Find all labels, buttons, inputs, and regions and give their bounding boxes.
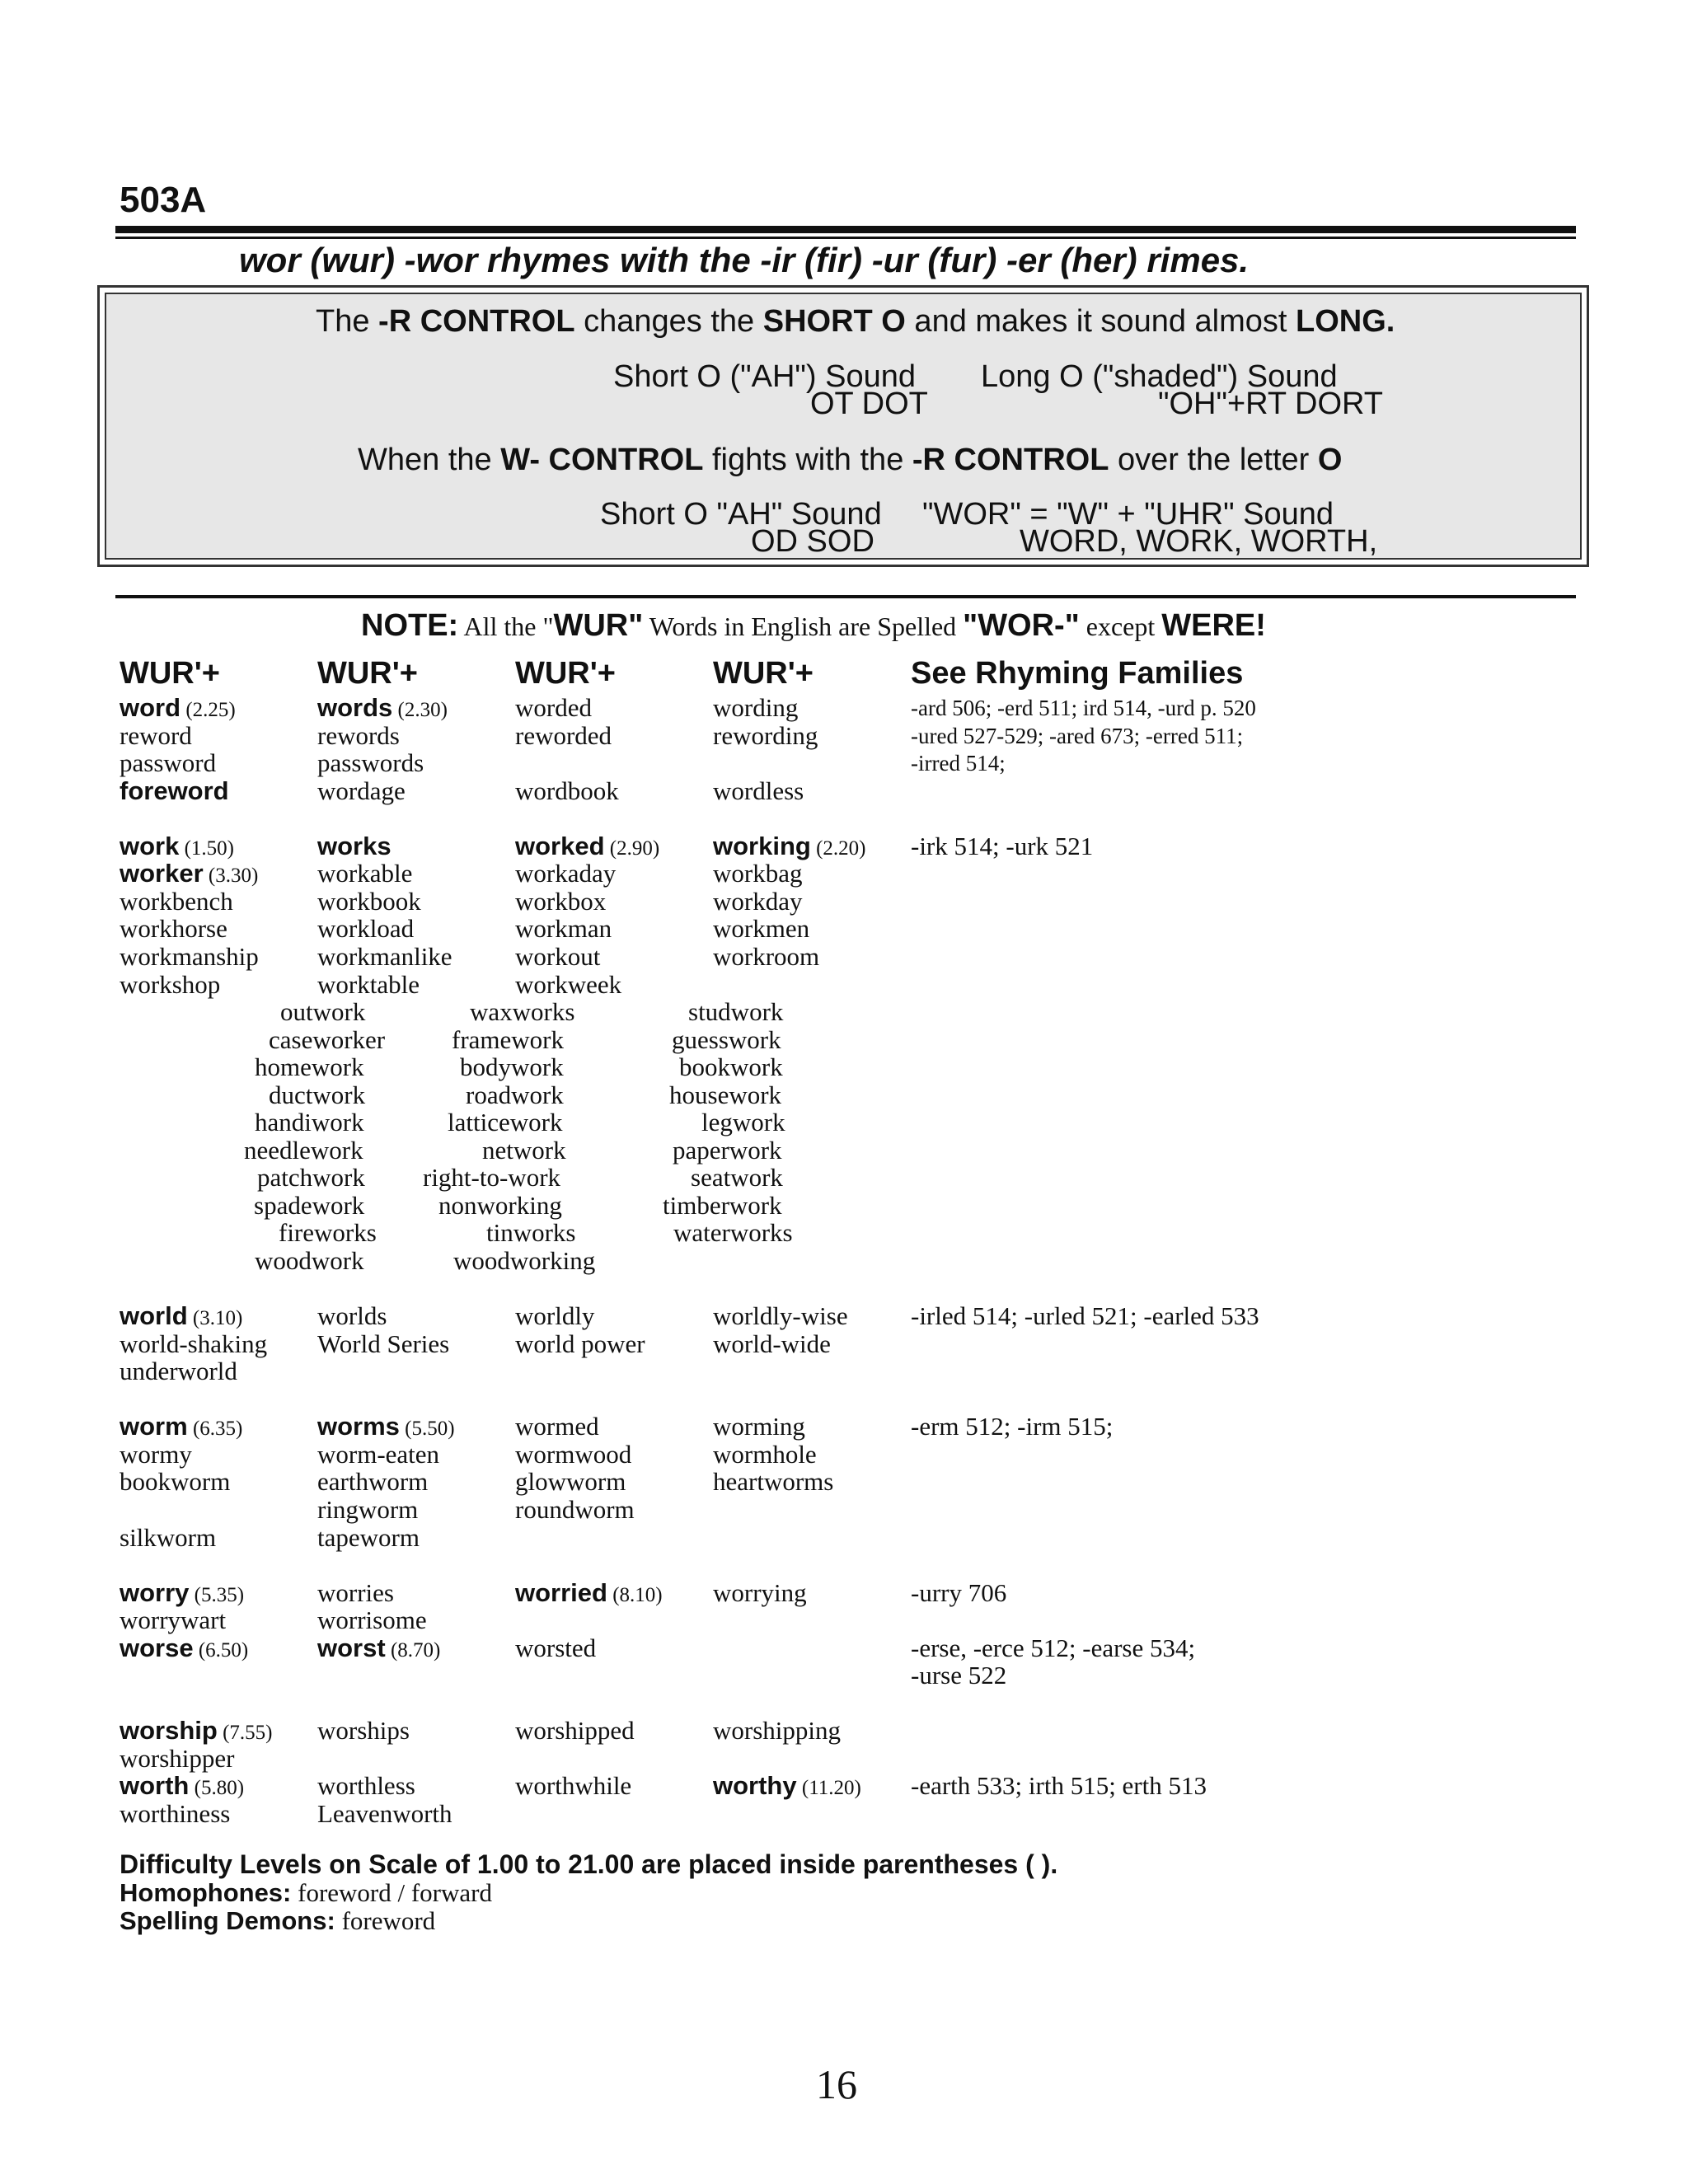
- word-entry: [515, 722, 612, 750]
- word-text: wormhole: [713, 1439, 817, 1469]
- difficulty-level: (5.50): [399, 1418, 455, 1441]
- word-text: workweek: [515, 969, 622, 999]
- word-entry: [269, 1026, 385, 1054]
- word-entry: [448, 1108, 562, 1137]
- word-entry: [120, 915, 227, 943]
- word-text: wormed: [515, 1412, 599, 1441]
- word-entry: [470, 998, 574, 1026]
- word-entry: [911, 1302, 1259, 1330]
- word-text: worm-eaten: [317, 1439, 440, 1469]
- word-entry: [317, 1717, 410, 1745]
- word-text: housework: [669, 1080, 782, 1109]
- word-entry: [317, 1800, 452, 1828]
- word-entry: [515, 1772, 631, 1800]
- word-text: foreword: [120, 776, 229, 805]
- word-text: workroom: [713, 941, 820, 971]
- word-text: timberwork: [663, 1190, 782, 1220]
- word-text: spadework: [254, 1190, 365, 1220]
- word-entry: [269, 1081, 365, 1109]
- word-text: nonworking: [438, 1190, 562, 1220]
- word-text: workbench: [120, 886, 233, 916]
- word-entry: [713, 1579, 807, 1607]
- word-entry: [911, 694, 1256, 722]
- word-text: worthiness: [120, 1799, 231, 1828]
- word-text: workmen: [713, 914, 810, 944]
- word-text: World Series: [317, 1329, 450, 1358]
- word-entry: [120, 1302, 242, 1333]
- word-text: rewords: [317, 720, 400, 750]
- word-entry: [713, 1441, 817, 1469]
- word-entry: [911, 832, 1093, 860]
- word-text: workmanship: [120, 941, 259, 971]
- word-text: reword: [120, 720, 192, 750]
- spelling-demons-line: Spelling Demons: foreword: [120, 1906, 436, 1935]
- word-text: wordless: [713, 776, 804, 805]
- word-entry: [244, 1137, 363, 1165]
- homophones-line: Homophones: foreword / forward: [120, 1878, 492, 1907]
- word-text: worries: [317, 1577, 394, 1607]
- word-entry: [713, 888, 802, 916]
- word-entry: [317, 1524, 420, 1552]
- word-text: ductwork: [269, 1080, 366, 1109]
- word-text: roadwork: [466, 1080, 564, 1109]
- word-entry: [515, 915, 612, 943]
- word-entry: [120, 694, 236, 724]
- word-text: woodworking: [453, 1246, 596, 1275]
- word-text: worshipper: [120, 1743, 235, 1773]
- word-text: work: [120, 831, 180, 860]
- word-text: -ured 527-529; -ared 673; -erred 511;: [911, 723, 1244, 748]
- word-text: works: [317, 831, 392, 860]
- word-entry: [911, 722, 1243, 750]
- word-text: word: [120, 693, 181, 722]
- word-entry: [317, 971, 420, 999]
- word-entry: [515, 1441, 631, 1469]
- box-line-1: The -R CONTROL changes the SHORT O and makes it sound almost LONG.: [316, 304, 1395, 339]
- word-text: legwork: [701, 1108, 785, 1137]
- word-text: world power: [515, 1329, 645, 1358]
- word-text: bodywork: [460, 1052, 564, 1082]
- word-entry: [317, 1606, 427, 1634]
- box-line-6a: OD SOD: [751, 524, 874, 559]
- word-entry: [486, 1219, 576, 1247]
- difficulty-level: (5.80): [189, 1777, 245, 1800]
- word-text: worthy: [713, 1771, 797, 1801]
- word-entry: [120, 943, 259, 971]
- word-entry: [317, 943, 452, 971]
- word-entry: [911, 749, 1006, 777]
- word-entry: [120, 1357, 237, 1385]
- word-entry: [317, 1634, 440, 1665]
- word-text: ringworm: [317, 1494, 419, 1524]
- word-text: worrying: [713, 1577, 807, 1607]
- word-text: worshipped: [515, 1716, 635, 1746]
- word-entry: [255, 1108, 364, 1137]
- word-text: tapeworm: [317, 1522, 420, 1552]
- difficulty-note: Difficulty Levels on Scale of 1.00 to 21.00 are placed inside parentheses ( ).: [120, 1849, 1058, 1879]
- word-text: worktable: [317, 969, 420, 999]
- word-entry: [688, 998, 783, 1026]
- word-entry: [120, 1606, 226, 1634]
- word-text: wormy: [120, 1439, 192, 1469]
- word-text: worrywart: [120, 1605, 227, 1635]
- word-text: -erm 512; -irm 515;: [911, 1412, 1114, 1441]
- column-header-4: WUR'+: [713, 656, 814, 691]
- word-text: woodwork: [255, 1246, 364, 1275]
- word-entry: [515, 1302, 594, 1330]
- word-entry: [673, 1219, 793, 1247]
- word-text: workbag: [713, 859, 803, 888]
- word-text: roundworm: [515, 1494, 635, 1524]
- word-entry: [317, 777, 406, 805]
- word-text: earthworm: [317, 1467, 429, 1497]
- word-entry: [515, 832, 659, 863]
- word-text: workbook: [317, 886, 421, 916]
- word-entry: [713, 722, 818, 750]
- word-entry: [679, 1053, 783, 1081]
- top-rule-thin: [115, 237, 1576, 239]
- headline: wor (wur) -wor rhymes with the -ir (fir) -ur (fur) -er (her) rimes.: [239, 241, 1250, 279]
- word-entry: [515, 1717, 635, 1745]
- word-entry: [673, 1137, 782, 1165]
- word-text: workload: [317, 914, 415, 944]
- word-entry: [713, 1302, 848, 1330]
- word-entry: [713, 694, 798, 722]
- word-entry: [669, 1081, 781, 1109]
- word-text: tinworks: [486, 1218, 576, 1248]
- column-header-2: WUR'+: [317, 656, 418, 691]
- word-entry: [515, 1330, 645, 1358]
- word-entry: [466, 1081, 564, 1109]
- word-entry: [317, 749, 424, 777]
- box-line-2b: Long O ("shaded") Sound: [981, 359, 1338, 394]
- box-line-6b: WORD, WORK, WORTH,: [1020, 524, 1378, 559]
- word-text: workday: [713, 886, 803, 916]
- word-entry: [515, 943, 600, 971]
- word-text: underworld: [120, 1357, 237, 1386]
- word-entry: [482, 1137, 566, 1165]
- word-text: bookwork: [679, 1052, 783, 1082]
- word-entry: [120, 749, 216, 777]
- word-entry: [713, 1413, 805, 1441]
- word-text: worry: [120, 1577, 190, 1607]
- word-text: wording: [713, 693, 799, 722]
- word-entry: [317, 832, 392, 860]
- column-header-rhyming: See Rhyming Families: [911, 656, 1244, 691]
- word-entry: [713, 943, 819, 971]
- difficulty-level: (3.30): [203, 865, 259, 888]
- word-entry: [120, 1468, 230, 1496]
- word-entry: [701, 1108, 785, 1137]
- box-line-4: When the W- CONTROL fights with the -R CONTROL over the letter O: [358, 443, 1343, 477]
- word-entry: [460, 1053, 564, 1081]
- word-text: workbox: [515, 886, 607, 916]
- word-entry: [120, 1413, 242, 1443]
- word-entry: [257, 1164, 365, 1192]
- word-entry: [515, 1634, 596, 1662]
- word-text: world: [120, 1301, 188, 1331]
- word-text: -urry 706: [911, 1577, 1007, 1607]
- word-text: caseworker: [269, 1024, 386, 1054]
- word-entry: [317, 1330, 449, 1358]
- word-entry: [515, 1579, 663, 1610]
- word-entry: [515, 971, 621, 999]
- word-text: worthwhile: [515, 1771, 632, 1801]
- word-entry: [120, 1772, 244, 1802]
- word-entry: [279, 1219, 377, 1247]
- word-text: -ard 506; -erd 511; ird 514, -urd p. 520: [911, 696, 1256, 720]
- word-text: words: [317, 693, 393, 722]
- word-entry: [911, 1634, 1195, 1662]
- word-text: password: [120, 748, 217, 778]
- difficulty-level: (3.10): [187, 1307, 243, 1330]
- word-text: worth: [120, 1771, 190, 1801]
- word-text: bookworm: [120, 1467, 231, 1497]
- word-entry: [317, 1579, 394, 1607]
- word-text: network: [482, 1135, 566, 1165]
- word-entry: [317, 1441, 439, 1469]
- word-entry: [911, 1772, 1207, 1800]
- word-entry: [120, 888, 233, 916]
- word-entry: [317, 1496, 418, 1524]
- word-text: worthless: [317, 1771, 415, 1801]
- word-entry: [317, 888, 421, 916]
- word-entry: [713, 915, 809, 943]
- difficulty-level: (5.35): [189, 1583, 245, 1606]
- word-text: studwork: [688, 997, 784, 1027]
- box-line-5b: "WOR" = "W" + "UHR" Sound: [922, 497, 1334, 532]
- word-text: fireworks: [279, 1218, 377, 1248]
- rule-explanation-box: [97, 285, 1589, 567]
- difficulty-level: (2.90): [604, 837, 660, 860]
- word-entry: [453, 1247, 595, 1275]
- word-text: worldly: [515, 1301, 595, 1331]
- word-entry: [255, 1053, 364, 1081]
- word-entry: [317, 694, 448, 724]
- word-text: guesswork: [672, 1024, 781, 1054]
- word-entry: [120, 1441, 192, 1469]
- difficulty-level: (11.20): [796, 1777, 861, 1800]
- word-text: worst: [317, 1633, 386, 1662]
- word-text: waterworks: [673, 1218, 793, 1248]
- word-text: handiwork: [255, 1108, 364, 1137]
- word-entry: [120, 971, 220, 999]
- word-text: patchwork: [257, 1163, 365, 1193]
- word-text: waxworks: [470, 997, 575, 1027]
- word-entry: [280, 998, 365, 1026]
- word-entry: [120, 832, 234, 863]
- word-entry: [663, 1192, 782, 1220]
- word-entry: [423, 1164, 560, 1192]
- difficulty-level: (8.70): [385, 1638, 441, 1661]
- difficulty-level: (6.35): [187, 1418, 243, 1441]
- word-text: reworded: [515, 720, 612, 750]
- difficulty-level: (1.50): [179, 837, 235, 860]
- word-text: paperwork: [673, 1135, 782, 1165]
- word-text: workaday: [515, 859, 617, 888]
- section-number: 503A: [120, 180, 207, 220]
- word-entry: [120, 1745, 234, 1773]
- difficulty-level: (8.10): [607, 1583, 663, 1606]
- difficulty-level: (2.25): [181, 699, 236, 721]
- top-rule-thick: [115, 226, 1576, 233]
- word-entry: [254, 1192, 364, 1220]
- word-text: wormwood: [515, 1439, 632, 1469]
- word-text: wordbook: [515, 776, 619, 805]
- box-line-3b: "OH"+RT DORT: [1158, 387, 1383, 421]
- word-text: seatwork: [691, 1163, 783, 1193]
- word-text: worried: [515, 1577, 607, 1607]
- word-entry: [120, 1579, 244, 1610]
- word-entry: [515, 888, 606, 916]
- word-entry: [120, 1634, 248, 1665]
- word-entry: [713, 832, 866, 863]
- word-entry: [120, 1800, 230, 1828]
- word-text: worded: [515, 693, 592, 722]
- word-text: workhorse: [120, 914, 227, 944]
- word-entry: [713, 860, 802, 888]
- word-text: Leavenworth: [317, 1799, 452, 1828]
- word-text: worse: [120, 1633, 194, 1662]
- word-text: framework: [452, 1024, 564, 1054]
- word-text: workout: [515, 941, 601, 971]
- page-number: 16: [816, 2061, 857, 2107]
- word-text: worlds: [317, 1301, 387, 1331]
- word-entry: [438, 1192, 562, 1220]
- word-text: world-wide: [713, 1329, 831, 1358]
- word-text: passwords: [317, 748, 424, 778]
- word-text: worker: [120, 859, 204, 888]
- word-text: worming: [713, 1412, 805, 1441]
- word-entry: [515, 777, 619, 805]
- word-text: -erse, -erce 512; -earse 534;: [911, 1633, 1196, 1662]
- word-text: worms: [317, 1412, 400, 1441]
- word-entry: [452, 1026, 564, 1054]
- word-text: working: [713, 831, 811, 860]
- column-header-1: WUR'+: [120, 656, 220, 691]
- word-text: -earth 533; irth 515; erth 513: [911, 1771, 1207, 1801]
- word-text: worm: [120, 1412, 188, 1441]
- word-text: worrisome: [317, 1605, 427, 1635]
- word-text: wordage: [317, 776, 406, 805]
- word-text: workable: [317, 859, 413, 888]
- word-text: latticework: [448, 1108, 563, 1137]
- word-text: workmanlike: [317, 941, 452, 971]
- word-entry: [317, 1413, 455, 1443]
- word-text: homework: [255, 1052, 364, 1082]
- word-entry: [120, 860, 258, 890]
- difficulty-level: (6.50): [193, 1638, 249, 1661]
- word-text: glowworm: [515, 1467, 626, 1497]
- word-entry: [713, 1330, 831, 1358]
- word-text: rewording: [713, 720, 818, 750]
- word-text: workshop: [120, 969, 221, 999]
- word-entry: [317, 1772, 415, 1800]
- word-entry: [120, 1330, 267, 1358]
- column-header-3: WUR'+: [515, 656, 616, 691]
- word-text: outwork: [280, 997, 366, 1027]
- word-entry: [713, 1772, 861, 1802]
- difficulty-level: (7.55): [217, 1722, 273, 1745]
- word-entry: [255, 1247, 364, 1275]
- word-entry: [911, 1661, 1006, 1690]
- note-line: NOTE: All the "WUR" Words in English are Spelled "WOR-" except WERE!: [361, 608, 1266, 643]
- word-text: needlework: [244, 1135, 363, 1165]
- word-text: right-to-work: [423, 1163, 561, 1193]
- word-entry: [911, 1579, 1006, 1607]
- difficulty-level: (2.30): [392, 699, 448, 721]
- word-entry: [120, 777, 229, 805]
- word-text: -urse 522: [911, 1661, 1007, 1690]
- word-entry: [713, 1468, 833, 1496]
- word-text: workman: [515, 914, 612, 944]
- word-entry: [911, 1413, 1113, 1441]
- word-text: world-shaking: [120, 1329, 268, 1358]
- word-entry: [713, 1717, 841, 1745]
- word-entry: [515, 694, 592, 722]
- word-text: worldly-wise: [713, 1301, 848, 1331]
- word-text: worship: [120, 1716, 218, 1746]
- box-line-5a: Short O "AH" Sound: [600, 497, 882, 532]
- box-line-2a: Short O ("AH") Sound: [613, 359, 917, 394]
- box-line-3a: OT DOT: [810, 387, 928, 421]
- word-entry: [120, 1524, 216, 1552]
- word-entry: [515, 1413, 599, 1441]
- section-divider: [115, 595, 1576, 598]
- word-text: -irk 514; -urk 521: [911, 831, 1094, 860]
- word-entry: [317, 915, 414, 943]
- word-entry: [317, 722, 400, 750]
- word-text: silkworm: [120, 1522, 217, 1552]
- word-entry: [120, 1717, 273, 1747]
- word-entry: [672, 1026, 781, 1054]
- word-entry: [515, 1496, 635, 1524]
- word-entry: [317, 1302, 387, 1330]
- word-text: -irred 514;: [911, 751, 1006, 776]
- word-text: worships: [317, 1716, 410, 1746]
- word-text: worshipping: [713, 1716, 841, 1746]
- word-entry: [515, 860, 616, 888]
- word-text: -irled 514; -urled 521; -earled 533: [911, 1301, 1259, 1331]
- word-entry: [691, 1164, 783, 1192]
- word-entry: [120, 722, 192, 750]
- difficulty-level: (2.20): [810, 837, 866, 860]
- word-entry: [317, 860, 412, 888]
- word-text: worked: [515, 831, 605, 860]
- word-entry: [515, 1468, 626, 1496]
- word-entry: [713, 777, 804, 805]
- word-text: heartworms: [713, 1467, 834, 1497]
- word-entry: [317, 1468, 428, 1496]
- word-text: worsted: [515, 1633, 597, 1662]
